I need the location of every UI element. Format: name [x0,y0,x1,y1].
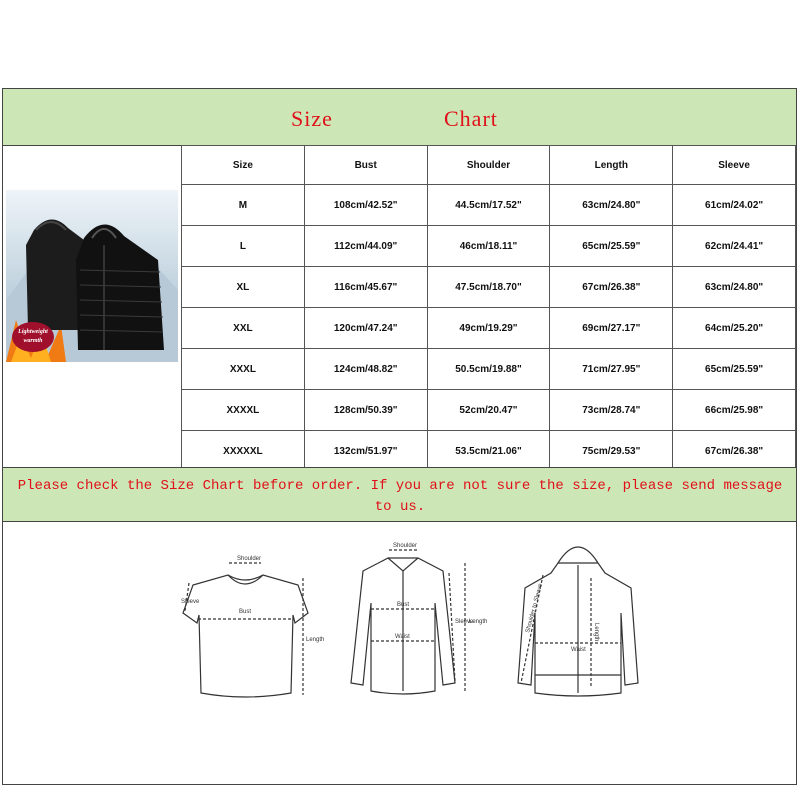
cell-sleeve: 64cm/25.20" [673,308,796,349]
header-length: Length [550,146,673,185]
table-row [182,226,796,267]
shirt-shoulder-label: Shoulder [393,543,418,549]
cell-bust: 108cm/42.52" [304,185,427,226]
cell-sleeve: 63cm/24.80" [673,267,796,308]
tshirt-shoulder-label: Shoulder [237,556,262,562]
shirt-diagram [351,550,465,694]
cell-size: XXXXXL [182,431,305,472]
title-word-chart: Chart [444,106,498,131]
cell-shoulder: 50.5cm/19.88" [427,349,550,390]
cell-length: 63cm/24.80" [550,185,673,226]
table-row [182,308,796,349]
cell-size: XXXXL [182,390,305,431]
table-row [182,390,796,431]
header-size: Size [182,146,305,185]
cell-length: 71cm/27.95" [550,349,673,390]
cell-sleeve: 67cm/26.38" [673,431,796,472]
tshirt-length-label: Length [306,637,325,643]
notice-text: Please check the Size Chart before order. If you are not sure the size, please send message to us. [17,478,783,515]
cell-shoulder: 47.5cm/18.70" [427,267,550,308]
cell-length: 67cm/26.38" [550,267,673,308]
hoodie-shoulder-to-sleeve-label: Shoulder to Sleeve [525,582,545,634]
shirt-length-label: Length [469,619,488,625]
cell-length: 69cm/27.17" [550,308,673,349]
tshirt-sleeve-label: Sleeve [181,599,200,605]
cell-shoulder: 49cm/19.29" [427,308,550,349]
measurement-diagrams [3,523,796,784]
shirt-bust-label: Bust [397,602,410,608]
cell-bust: 132cm/51.97" [304,431,427,472]
hoodie-diagram [518,547,638,696]
cell-size: M [182,185,305,226]
cell-bust: 112cm/44.09" [304,226,427,267]
cell-bust: 128cm/50.39" [304,390,427,431]
badge-line-1: Lightweight [18,329,48,335]
cell-shoulder: 44.5cm/17.52" [427,185,550,226]
cell-bust: 116cm/45.67" [304,267,427,308]
hoodie-length-label: Length [593,623,599,642]
table-row [182,431,796,472]
cell-sleeve: 65cm/25.59" [673,349,796,390]
header-sleeve: Sleeve [673,146,796,185]
size-table [181,145,796,472]
cell-sleeve: 66cm/25.98" [673,390,796,431]
cell-sleeve: 61cm/24.02" [673,185,796,226]
lightweight-warmth-badge [12,322,54,352]
cell-bust: 124cm/48.82" [304,349,427,390]
cell-length: 65cm/25.59" [550,226,673,267]
header-bust: Bust [304,146,427,185]
cell-size: XL [182,267,305,308]
cell-shoulder: 52cm/20.47" [427,390,550,431]
title-band [3,89,796,146]
table-header-row [182,146,796,185]
cell-size: L [182,226,305,267]
shirt-sleeve-label: Sleeve [455,619,474,625]
cell-size: XXL [182,308,305,349]
title-word-size: Size [291,106,333,131]
tshirt-bust-label: Bust [239,609,252,615]
hoodie-waist-label: Waist [571,647,586,653]
cell-sleeve: 62cm/24.41" [673,226,796,267]
tshirt-diagram [183,563,308,697]
cell-shoulder: 46cm/18.11" [427,226,550,267]
header-shoulder: Shoulder [427,146,550,185]
cell-length: 75cm/29.53" [550,431,673,472]
cell-length: 73cm/28.74" [550,390,673,431]
badge-line-2: warmth [23,338,43,344]
table-row [182,349,796,390]
table-row [182,185,796,226]
table-row [182,267,796,308]
cell-size: XXXL [182,349,305,390]
cell-shoulder: 53.5cm/21.06" [427,431,550,472]
shirt-waist-label: Waist [395,634,410,640]
cell-bust: 120cm/47.24" [304,308,427,349]
